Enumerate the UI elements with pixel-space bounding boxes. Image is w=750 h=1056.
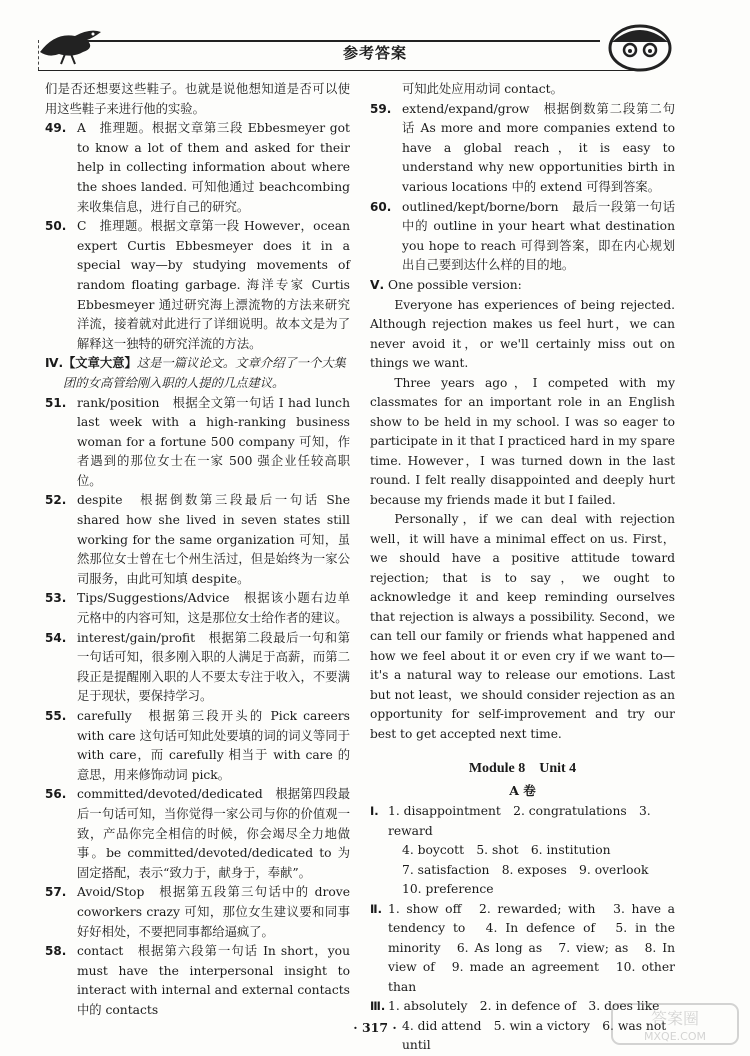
- summary-text: 这是一篇议论文。文章介绍了一个大集团的女高管给刚入职的人提的几点建议。: [63, 356, 346, 390]
- item-text: Tips/Suggestions/Advice 根据该小题右边单元格中的内容可知，这是那位女士给作者的建议。: [77, 591, 350, 626]
- item-text: A 推理题。根据文章第三段 Ebbesmeyer got to know a lot of them and asked for their help in collecting information about where the shoes landed. 可知他通过 beachcombing 来收集信息，进行自己的研究。: [77, 121, 350, 214]
- essay-paragraph: Personally，if we can deal with rejection well，it will have a minimal effect on us. First，we should have a positive attitude toward rejection; that is to say，we ought to acknowledge it and keep reminding ourselves that rejection is always a possibility. Second，we can tell our family or friends what happened and how we feel about it or even cry if we want to—it's a natural way to release our emotions. Last but not least，we should consider rejection as an opportunity for self-improvement and try our best to get accepted next time.: [370, 512, 675, 741]
- answer-item: [370, 100, 675, 198]
- answer-item: [45, 707, 350, 785]
- answer-text: 4. boycott 5. shot 6. institution: [402, 843, 611, 858]
- answer-text: 10. preference: [402, 882, 494, 897]
- answer-item: [45, 629, 350, 707]
- answer-item: [45, 785, 350, 883]
- item-number: 50.: [45, 219, 67, 234]
- answer-row: [370, 841, 675, 861]
- item-number: 49.: [45, 121, 67, 136]
- item-number: 54.: [45, 630, 67, 645]
- item-number: 59.: [370, 101, 392, 116]
- summary-label: 【文章大意】: [63, 356, 137, 371]
- answer-row: [370, 802, 675, 841]
- answer-text: 1. absolutely 2. in defence of 3. does like: [388, 999, 660, 1014]
- watermark-logo: [610, 1000, 740, 1048]
- item-number: 58.: [45, 944, 67, 959]
- cartoon-face-icon: [600, 20, 680, 72]
- answer-text: 7. satisfaction 8. exposes 9. overlook: [402, 862, 649, 877]
- item-text: C 推理题。根据文章第一段 However，ocean expert Curtis Ebbesmeyer does it in a special way—by studying movements of random floating garbage. 海洋专家 Curtis Ebbesmeyer 通过研究海上漂流物的方法来研究洋流，接着就对此进行了详细说明。故本文是为了解释这一独特的研究洋流的方法。: [77, 219, 350, 351]
- item-text: rank/position 根据全文第一句话 I had lunch last week with a high-ranking business woman for a fortune 500 company 可知，作者遇到的那位女士在一家 500 强企业任较高职位。: [77, 395, 350, 488]
- answer-item: [45, 394, 350, 492]
- left-column: [45, 80, 350, 1021]
- item-number: 57.: [45, 885, 67, 900]
- right-column: [370, 80, 675, 1056]
- item-text: despite 根据倒数第三段最后一句话 She shared how she lived in seven states still working for the same organization 可知，虽然那位女士曾在七个州生活过，但是始终为一家公司服务，由此可知填 despite。: [77, 493, 350, 586]
- page-header: [0, 0, 750, 78]
- essay-paragraph: Three years ago，I competed with my classmates for an important role in an English show to be held in my school. I was so eager to participate in it that I practiced hard in my spare time. However，I was turned down in the last round. I felt really disappointed and deeply hurt because my friends made it but I failed.: [370, 375, 675, 507]
- answer-item: [45, 491, 350, 589]
- sample-essay: [370, 296, 675, 745]
- essay-paragraph: Everyone has experiences of being rejected. Although rejection makes us feel hurt，we can never avoid it，or we'll certainly miss out on things we want.: [370, 297, 675, 371]
- answer-item: [45, 589, 350, 628]
- answer-row: [370, 900, 675, 998]
- answer-item: [45, 883, 350, 942]
- item-text: outlined/kept/borne/born 最后一段第一句话中的 outline in your heart what destination you hope to reach 可得到答案，即在内心规划出自己要到达什么样的目的地。: [402, 199, 675, 273]
- paper-label: A 卷: [509, 783, 536, 799]
- section-number: Ⅱ.: [370, 901, 382, 916]
- answer-item: [45, 942, 350, 1020]
- writing-section-heading: [370, 276, 675, 296]
- continued-text: 可知此处应用动词 contact。: [402, 82, 563, 96]
- item-text: committed/devoted/dedicated 根据第四段最后一句话可知，当你觉得一家公司与你的价值观一致，产品你完全相信的时候，你会竭尽全力地做事。be committed/devoted/dedicated to 为固定搭配，表示“致力于，献身于，奉献”。: [77, 787, 350, 880]
- svg-text:答案圈: 答案圈: [650, 1009, 700, 1028]
- answer-item: [370, 198, 675, 276]
- answer-item: [45, 119, 350, 217]
- page-title: 参考答案: [342, 44, 407, 62]
- answer-item: [45, 217, 350, 354]
- item-text: carefully 根据第三段开头的 Pick careers with care 这句话可知此处要填的词的词义等同于 with care，而 carefully 相当于 with care 的意思，用来修饰动词 pick。: [77, 709, 350, 782]
- module-title: Module 8 Unit 4: [468, 761, 577, 777]
- answer-row: [370, 861, 675, 881]
- answer-row: [370, 880, 675, 900]
- answer-text: 4. did attend 5. win a victory 6. was not until: [402, 1018, 667, 1053]
- section-number: Ⅳ.: [45, 356, 64, 371]
- item-text: Avoid/Stop 根据第五段第三句话中的 drove coworkers crazy 可知，那位女生建议要和同事好好相处，不要把同事都给逼疯了。: [77, 885, 350, 939]
- continued-text: 们是否还想要这些鞋子。也就是说他想知道是否可以使用这些鞋子来进行他的实验。: [45, 82, 350, 116]
- item-text: contact 根据第六段第一句话 In short，you must have the interpersonal insight to interact with internal and external contacts 中的 contacts: [77, 944, 350, 1017]
- answer-text: 1. disappointment 2. congratulations 3. reward: [388, 804, 651, 838]
- section-number: Ⅰ.: [370, 804, 379, 819]
- item-number: 53.: [45, 591, 67, 606]
- item-number: 52.: [45, 493, 67, 508]
- section-number: Ⅲ.: [370, 999, 386, 1014]
- item-number: 51.: [45, 395, 67, 410]
- item-number: 60.: [370, 199, 392, 214]
- header-underline: [38, 70, 640, 71]
- answer-text: 1. show off 2. rewarded; with 3. have a tendency to 4. In defence of 5. in the minority 6. As long as 7. view; as 8. In view of 9. made an agreement 10. other than: [388, 901, 675, 994]
- section-number: Ⅴ.: [370, 277, 385, 292]
- section-summary: [45, 354, 350, 393]
- svg-text:MXQE.COM: MXQE.COM: [644, 1030, 706, 1043]
- item-number: 55.: [45, 709, 67, 723]
- item-text: interest/gain/profit 根据第二段最后一句和第一句话可知，很多刚入职的人满足于高薪，而第二段正是提醒刚入职的人不要太专注于收入，不要满足于现状，要保持学习。: [77, 630, 350, 704]
- item-number: 56.: [45, 787, 67, 802]
- page-number: · 317 ·: [353, 1020, 397, 1035]
- item-text: extend/expand/grow 根据倒数第二段第二句话 As more and more companies extend to have a global reach，it is easy to understand why new opportunities birth in various locations 中的 extend 可得到答案。: [402, 101, 675, 194]
- section-label: One possible version:: [388, 277, 522, 292]
